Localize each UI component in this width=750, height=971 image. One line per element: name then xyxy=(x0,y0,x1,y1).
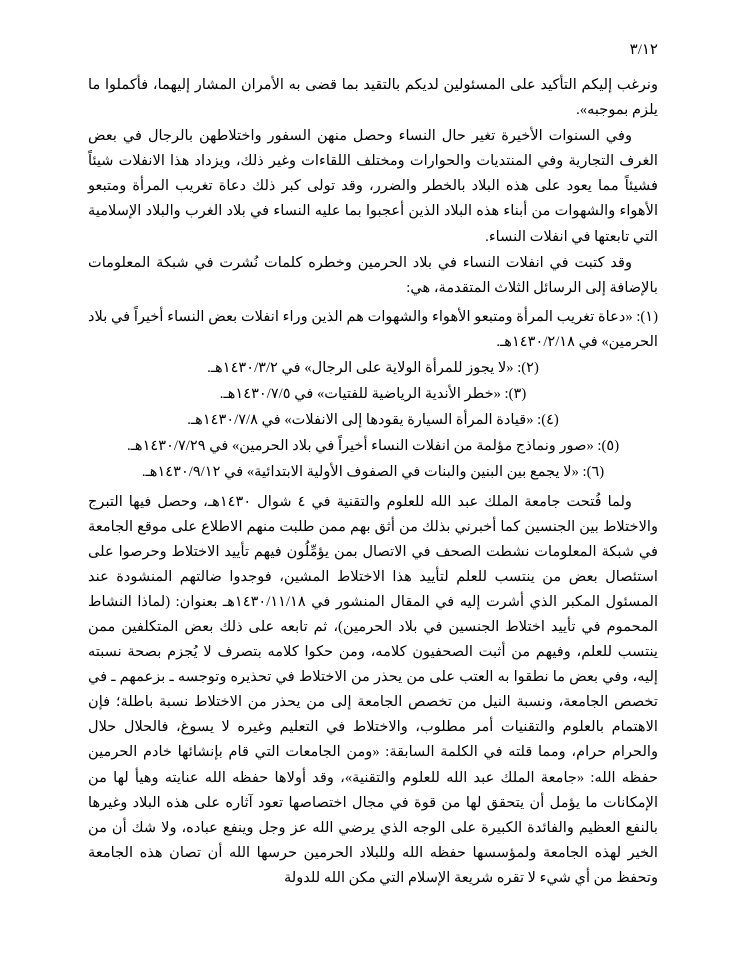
page-number: ٣/١٢ xyxy=(629,42,658,58)
paragraph: ونرغب إليكم التأكيد على المسئولين لديكم بالتقيد بما قضى به الأمران المشار إليهما، فأكملوا ما يلزم بموجبه». xyxy=(88,77,658,119)
document-body xyxy=(88,73,658,891)
paragraph: وقد كتبت في انفلات النساء في بلاد الحرمين وخطره كلمات نُشرت في شبكة المعلومات بالإضافة إلى الرسائل الثلاث المتقدمة، هي: xyxy=(88,254,658,296)
list-item: (١): «دعاة تغريب المرأة ومتبعو الأهواء والشهوات هم الذين وراء انفلات بعض النساء أخيراً في بلاد الحرمين» في ١٤٣٠/٢/١٨هـ. xyxy=(88,308,658,350)
list-item: (٢): «لا يجوز للمرأة الولاية على الرجال» في ١٤٣٠/٣/٢هـ. xyxy=(207,360,539,377)
list-item: (٥): «صور ونماذج مؤلمة من انفلات النساء أخيراً في بلاد الحرمين» في ١٤٣٠/٧/٢٩هـ. xyxy=(126,438,620,455)
list-item: (٦): «لا يجمع بين البنين والبنات في الصفوف الأولية الابتدائية» في ١٤٣٠/٩/١٢هـ. xyxy=(141,464,605,481)
list-item: (٣): «خطر الأندية الرياضية للفتيات» في ١٤٣٠/٧/٥هـ. xyxy=(219,386,527,403)
paragraph: ولما فُتحت جامعة الملك عبد الله للعلوم والتقنية في ٤ شوال ١٤٣٠هـ، وحصل فيها التبرج والاختلاط بين الجنسين كما أخبرني بذلك من أثق بهم ممن طلبت منهم الاطلاع على موقع الجامعة في شبكة المعلومات نشطت الصحف في الاتصال بمن يؤمِّلُون فيهم تأييد الاختلاط وحرصوا على استئصال بعض من ينتسب للعلم لتأييد هذا الاختلاط المشين، فوجدوا ضالتهم المنشودة عند المسئول المكبر الذي أشرت إليه في المقال المنشور في ١٤٣٠/١١/١٨هـ بعنوان: (لماذا النشاط المحموم في تأييد اختلاط الجنسين في بلاد الحرمين)، ثم تابعه على ذلك بعض المتكلفين ممن ينتسب للعلم، وفيهم من أثبت الصحفيون كلامه، ومن حكوا كلامه بتصرف لا يُجزم بصحة نسبته إليه، وفي بعض ما نطقوا به العتب على من يحذر من الاختلاط في تحذيره وتوجسه ـ بزعمهم ـ في تخصص الجامعة، ونسبة النيل من تخصص الجامعة إلى من يحذر من الاختلاط نسبة باطلة؛ فإن الاهتمام بالعلوم والتقنيات أمر مطلوب، والاختلاط في التعليم وغيره لا يسوغ، فالحلال حلال والحرام حرام، ومما قلته في الكلمة السابقة: «ومن الجامعات التي قام بإنشائها خادم الحرمين حفظه الله: «جامعة الملك عبد الله للعلوم والتقنية»، وقد أولاها حفظه الله عنايته وهيأ لها من الإمكانات ما يؤمل أن يتحقق لها من قوة في مجال اختصاصها تعود آثاره على هذه البلاد وغيرها بالنفع العظيم والفائدة الكبيرة على الوجه الذي يرضي الله عز وجل وينفع عباده، ولا شك أن من الخير لهذه الجامعة ولمؤسسها حفظه الله وللبلاد الحرمين حرسها الله أن تصان هذه الجامعة وتحفظ من أي شيء لا تقره شريعة الإسلام التي مكن الله للدولة xyxy=(88,493,659,886)
list-item: (٤): «قيادة المرأة السيارة يقودها إلى الانفلات» في ١٤٣٠/٧/٨هـ. xyxy=(187,412,559,429)
paragraph: وفي السنوات الأخيرة تغير حال النساء وحصل منهن السفور واختلاطهن بالرجال في بعض الغرف التجارية وفي المنتديات والحوارات ومختلف اللقاءات وغير ذلك، ويزداد هذا الانفلات شيئاً فشيئاً مما يعود على هذه البلاد بالخطر والضرر، وقد تولى كبر ذلك دعاة تغريب المرأة ومتبعو الأهواء والشهوات من أبناء هذه البلاد الذين أعجبوا بما عليه النساء في بلاد الغرب والبلاد الإسلامية التي تابعتها في انفلات النساء. xyxy=(88,128,658,245)
